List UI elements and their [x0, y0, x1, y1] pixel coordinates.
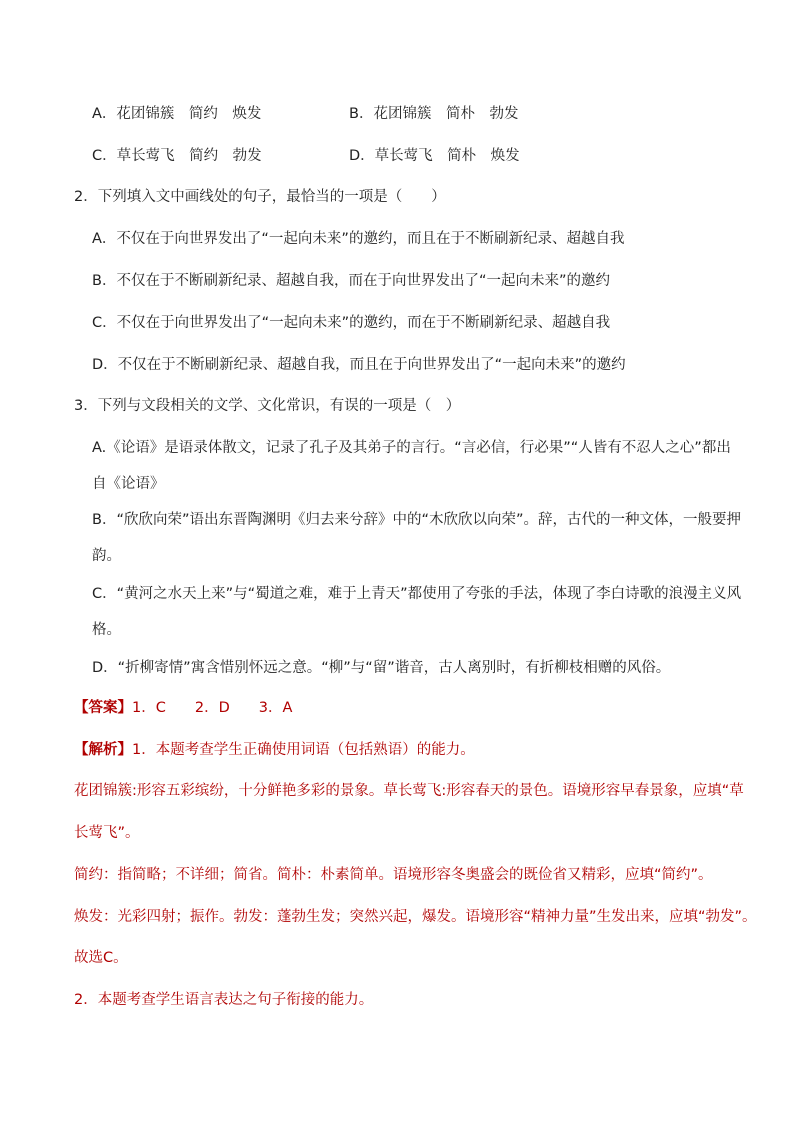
analysis-p1-line1: 花团锦簇:形容五彩缤纷，十分鲜艳多彩的景象。草长莺飞:形容春天的景色。语境形容早春景象，应填“草 — [74, 783, 744, 799]
q3-option-b-line2: 韵。 — [92, 548, 121, 564]
q2-stem: 2．下列填入文中画线处的句子，最恰当的一项是（ ） — [74, 189, 446, 205]
answer-label: 【答案】 — [74, 700, 132, 716]
analysis-p3: 焕发：光彩四射；振作。勃发：蓬勃生发；突然兴起，爆发。语境形容“精神力量”生发出来，应填“勃发”。 — [74, 909, 757, 925]
q1-option-c: C．草长莺飞 简约 勃发 — [92, 148, 262, 164]
analysis-p2: 简约：指简略；不详细；简省。简朴：朴素简单。语境形容冬奥盛会的既俭省又精彩，应填“简约”。 — [74, 867, 713, 883]
q3-option-c-line2: 格。 — [92, 622, 121, 638]
q1-option-d: D．草长莺飞 简朴 焕发 — [349, 148, 520, 164]
q2-option-b: B．不仅在于不断刷新纪录、超越自我，而在于向世界发出了“一起向未来”的邀约 — [92, 273, 610, 289]
analysis-line — [74, 740, 475, 760]
q1-option-b: B．花团锦簇 简朴 勃发 — [349, 106, 519, 122]
analysis-p4: 故选C。 — [74, 950, 128, 966]
q3-option-a-line2: 自《论语》 — [92, 476, 165, 492]
q2-option-c: C．不仅在于向世界发出了“一起向未来”的邀约，而在于不断刷新纪录、超越自我 — [92, 315, 611, 331]
answer-text: 1．C 2．D 3．A — [132, 700, 293, 716]
q3-option-d: D．“折柳寄情”寓含惜别怀远之意。“柳”与“留”谐音，古人离别时，有折柳枝相赠的风俗。 — [92, 660, 671, 676]
analysis-label: 【解析】 — [74, 742, 132, 758]
answer-line — [74, 698, 292, 718]
q2-option-a: A．不仅在于向世界发出了“一起向未来”的邀约，而且在于不断刷新纪录、超越自我 — [92, 231, 625, 247]
analysis-q2: 2．本题考查学生语言表达之句子衔接的能力。 — [74, 992, 374, 1008]
q3-option-b-line1: B．“欣欣向荣”语出东晋陶渊明《归去来兮辞》中的“木欣欣以向荣”。辞，古代的一种文体，一般要押 — [92, 512, 741, 528]
q2-option-d: D．不仅在于不断刷新纪录、超越自我，而且在于向世界发出了“一起向未来”的邀约 — [92, 357, 626, 373]
q3-option-c-line1: C．“黄河之水天上来”与“蜀道之难，难于上青天”都使用了夸张的手法，体现了李白诗歌的浪漫主义风 — [92, 586, 742, 602]
q3-stem: 3．下列与文段相关的文学、文化常识，有误的一项是（ ） — [74, 398, 461, 414]
q3-option-a-line1: A.《论语》是语录体散文，记录了孔子及其弟子的言行。“言必信，行必果”“人皆有不忍人之心”都出 — [92, 440, 731, 456]
q1-option-a: A．花团锦簇 简约 焕发 — [92, 106, 262, 122]
analysis-intro: 1．本题考查学生正确使用词语（包括熟语）的能力。 — [132, 742, 475, 758]
analysis-p1-line2: 长莺飞”。 — [74, 825, 140, 841]
